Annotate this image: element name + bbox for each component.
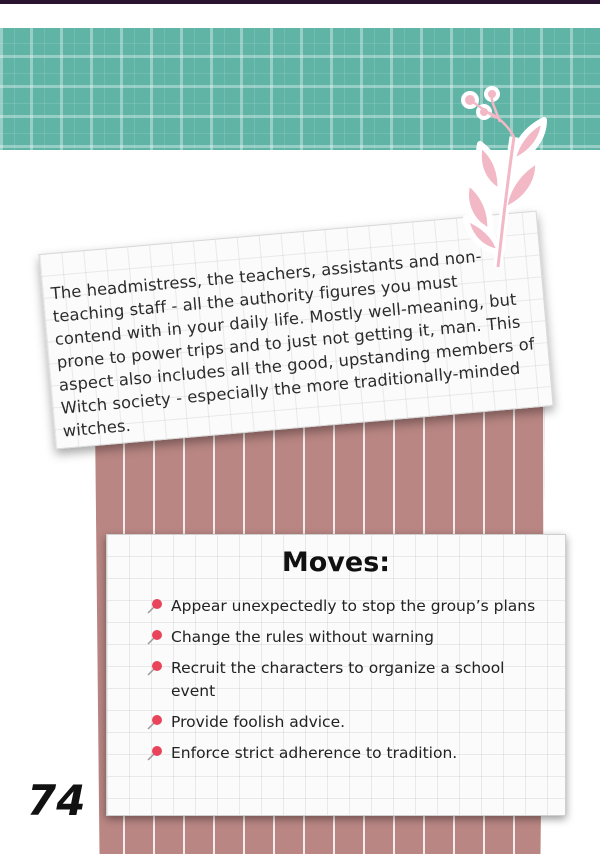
list-item (147, 595, 547, 618)
pushpin-icon (147, 714, 165, 730)
move-text: Provide foolish advice. (171, 713, 346, 731)
list-item (147, 626, 547, 649)
pushpin-icon (147, 660, 165, 676)
pushpin-icon (147, 745, 165, 761)
move-text: Recruit the characters to organize a school event (171, 659, 505, 700)
moves-list (147, 595, 547, 773)
list-item (147, 711, 547, 734)
top-border (0, 0, 600, 4)
move-text: Change the rules without warning (171, 628, 434, 646)
moves-card (106, 534, 566, 816)
description-text: The headmistress, the teachers, assistants and non-teaching staff - all the authority figures you must contend with in your daily life. Mostly well-meaning, but prone to power trips and to just not getting it, man. This aspect also includes all the good, upstanding members of Witch society - especially the more traditionally-minded witches. (50, 246, 536, 441)
page-number: 74 (27, 776, 86, 825)
pushpin-icon (147, 629, 165, 645)
list-item (147, 742, 547, 765)
move-text: Enforce strict adherence to tradition. (171, 744, 458, 762)
list-item (147, 657, 547, 703)
leaf-branch-icon (440, 82, 560, 272)
pushpin-icon (147, 598, 165, 614)
moves-title: Moves: (281, 547, 391, 578)
move-text: Appear unexpectedly to stop the group’s plans (171, 597, 536, 615)
